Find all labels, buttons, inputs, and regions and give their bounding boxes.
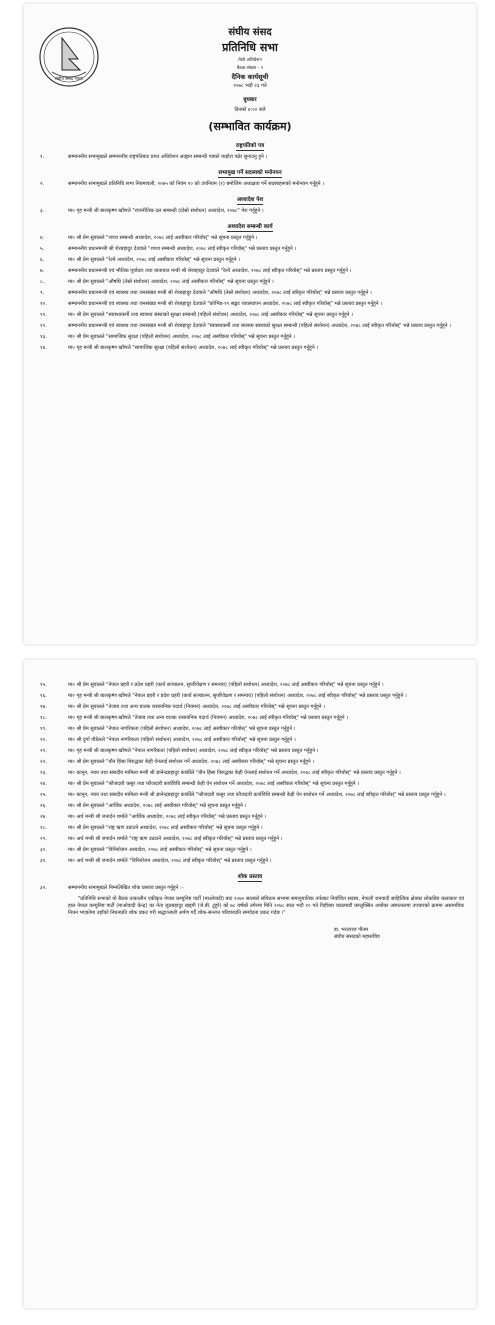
- section-items: [24, 208, 476, 215]
- section-heading: शोक प्रस्ताव: [237, 874, 263, 880]
- agenda-item: [34, 814, 464, 821]
- item-text: मा० श्री प्रेम सुवालले "राष्ट्र ऋण उठाउने अध्यादेश, २०७८ लाई अस्वीकार गरियोस्" भन्ने सूचना प्रस्तुत गर्नुहुने ।: [68, 825, 263, 831]
- item-number: ३०.: [40, 847, 47, 853]
- item-text: मा० गृह मन्त्री श्री बालकृष्ण खाँणले "सामाजिक सुरक्षा (पहिलो संशोधन) अध्यादेश, २०७८ लाई स्वीकृत गरियोस्" भन्ने प्रस्ताव प्रस्तुत गर्नुहुने ।: [68, 345, 319, 351]
- agenda-item: [34, 345, 464, 352]
- agenda-item: [34, 257, 464, 264]
- item-number: १३.: [40, 334, 47, 340]
- condolence-text: "प्रतिनिधि सभाको यो बैठक तत्कालीन एकीकृत नेपाल कम्युनिष्ट पार्टी (माओवादी) बाट २०७० सालको संविधान सभामा समानुपातिक तर्फबाट निर्वाचित सदस्य, नेपाली जनवादी साहित्यिक क्षेत्रका लोकप्रिय कलाकार एवं हाल नेपाल कम्युनिष्ट पार्टी (माओवादी केन्द्र) का नेता जुठबहादुर खड्गी (जे.बी. टुहुरे) को ७८ वर्षको उमेरमा मिति २०७८ साल भदौ १० गते विहीबार काठमाडौं कम्लुक्सित अचोंका अस्पतालमा उपचारको क्रममा असामयिक निधन भएकोमा उहाँको निधनप्रति शोक प्रकट गरी श्रद्धाञ्जली अर्पण गर्दै शोक-सन्तप्त परिवारप्रति समवेदना प्रकट गर्दछ ।": [68, 896, 464, 916]
- agenda-item: [34, 704, 464, 711]
- agenda-item: [34, 847, 464, 854]
- item-number: १५.: [40, 682, 47, 688]
- item-text: मा० श्री प्रेम सुवालले "यौन हिंसा विरुद्धका केही ऐनलाई संशोधन गर्ने अध्यादेश, २०७८ लाई अस्वीकार गरियोस्" भन्ने सूचना प्रस्तुत गर्नुहुने ।: [68, 759, 315, 765]
- item-number: ९.: [40, 290, 45, 296]
- item-text: मा० श्री प्रेम सुवालले "रेल्वे अध्यादेश, २०७८ लाई अस्वीकार गरियोस्" भन्ने सूचना प्रस्तुत गर्नुहुने ।: [68, 257, 240, 263]
- item-number: २८.: [40, 825, 47, 831]
- item-number: २०.: [40, 737, 47, 743]
- item-number: ६.: [40, 257, 45, 263]
- item-text: सम्माननीय सभामुखले सम्माननीय राष्ट्रपतिबाट प्राप्त अधिवेशन आह्वान सम्बन्धी पत्रको व्यहोरा पढेर सुनाउनु हुने ।: [68, 154, 268, 160]
- item-number: १८.: [40, 715, 47, 721]
- parliament-name: संघीय संसद: [228, 27, 272, 38]
- item-number: २४.: [40, 781, 47, 787]
- item-number: १.: [40, 154, 45, 160]
- item-text: मा० गृह मन्त्री श्री बालकृष्ण खाँणले "राजनीतिक दल सम्बन्धी (दोस्रो संशोधन) अध्यादेश, २०७८" पेश गर्नुहुने ।: [68, 208, 264, 214]
- section-heading: अध्यादेश सम्बन्धी कार्य: [227, 224, 273, 230]
- section-items: [24, 235, 476, 352]
- agenda-item: [34, 682, 464, 689]
- item-number: ११.: [40, 312, 47, 318]
- section-heading: अध्यादेश पेश: [236, 197, 264, 203]
- section-items: [24, 181, 476, 188]
- item-text: सम्माननीय प्रधानमन्त्री एवं भौतिक पूर्वाधार तथा यातायात मन्त्री श्री शेरबहादुर देउवाले "रेल्वे अध्यादेश, २०७८ लाई स्वीकृत गरियोस्" भन्ने प्रस्ताव प्रस्तुत गर्नुहुने ।: [68, 268, 352, 274]
- item-number: ३.: [40, 208, 45, 214]
- agenda-item: [34, 715, 464, 722]
- item-text: मा० श्री प्रेम सुवालले "तेजाब तथा अन्य घातक रासायनिक पदार्थ (नियमन) अध्यादेश, २०७८ लाई अस्वीकार गरियोस्" भन्ने सूचना प्रस्तुत गर्नुहुने ।: [68, 704, 326, 710]
- item-text: मा० श्री प्रेम सुवालले "फौजदारी कसुर तथा फौजदारी कार्यविधि सम्बन्धी केही ऐन संशोधन गर्ने अध्यादेश, २०७८ लाई अस्वीकार गरियोस्" भन्ने सूचना प्रस्तुत गर्नुहुने ।: [68, 781, 360, 787]
- item-number: ३२.: [40, 885, 47, 891]
- agenda-title: दैनिक कार्यसूची: [231, 73, 269, 81]
- section-heading: सभामुख गर्ने सदस्यको मनोनयन: [218, 170, 282, 176]
- agenda-item: [34, 334, 464, 341]
- agenda-item: [34, 792, 464, 799]
- item-number: २९.: [40, 836, 47, 842]
- item-text: मा० श्री प्रेम सुवालले "आर्थिक अध्यादेश, २०७८ लाई अस्वीकार गरियोस्" भन्ने सूचना प्रस्तुत गर्नुहुने ।: [68, 803, 247, 809]
- item-text: मा० गृह मन्त्री श्री बालकृष्ण खाँणले "नेपाल नागरिकता (पहिलो संशोधन) अध्यादेश, २०७८ लाई स्वीकृत गरियोस्" भन्ने प्रस्ताव प्रस्तुत गर्नुहुने ।: [68, 748, 319, 754]
- section-items: [24, 682, 476, 865]
- agenda-item: [34, 235, 464, 242]
- item-number: ७.: [40, 268, 45, 274]
- item-text: मा० श्री दुर्गा पौडेलले "नेपाल नागरिकता (पहिलो संशोधन) अध्यादेश, २०७८ लाई अस्वीकार गरियोस्" भन्ने सूचना प्रस्तुत गर्नुहुने ।: [68, 737, 296, 743]
- item-number: १२.: [40, 323, 47, 329]
- agenda-item: [34, 246, 464, 253]
- agenda-item: [34, 770, 464, 777]
- agenda-item: [34, 885, 464, 892]
- item-number: १०.: [40, 301, 47, 307]
- item-text: मा० गृह मन्त्री श्री बालकृष्ण खाँणले "नेपाल प्रहरी र प्रदेश प्रहरी (कार्य सञ्चालन, सुपरिवेक्षण र समन्वय) (पहिलो संशोधन) अध्यादेश, २०७८ लाई स्वीकृत गरियोस्" भन्ने प्रस्ताव प्रस्तुत गर्नुहुने ।: [68, 693, 407, 699]
- item-text: मा० श्री प्रेम सुवालले "नेपाल प्रहरी र प्रदेश प्रहरी (कार्य सञ्चालन, सुपरिवेक्षण र समन्वय) (पहिलो संशोधन) अध्यादेश, २०७८ लाई अस्वीकार गरियोस्" भन्ने सूचना प्रस्तुत गर्नुहुने ।: [68, 682, 384, 688]
- item-text: सम्माननीय सभामुखले निम्नलिखित शोक प्रस्ताव प्रस्तुत गर्नुहुने :-: [68, 885, 184, 891]
- item-number: १४.: [40, 345, 47, 351]
- item-text: मा० श्री प्रेम सुवालले "विनियोजन अध्यादेश, २०७८ लाई अस्वीकार गरियोस्" भन्ने सूचना प्रस्तुत गर्नुहुने ।: [68, 847, 252, 853]
- item-number: ८.: [40, 279, 45, 285]
- item-number: १६.: [40, 693, 47, 699]
- item-text: सम्माननीय प्रधानमन्त्री एवं स्वास्थ्य तथा जनसंख्या मन्त्री श्री शेरबहादुर देउवाले "कोभिड-१९ सङ्कट व्यवस्थापन अध्यादेश, २०७८ लाई स्वीकृत गरियोस्" भन्ने प्रस्ताव प्रस्तुत गर्नुहुने ।: [68, 301, 383, 307]
- item-number: २५.: [40, 792, 47, 798]
- item-number: ५.: [40, 246, 45, 252]
- agenda-item: [34, 268, 464, 275]
- item-text: मा० श्री प्रेम सुवालले "नेपाल नागरिकता (पहिलो संशोधन) अध्यादेश, २०७८ लाई अस्वीकार गरियोस्" भन्ने सूचना प्रस्तुत गर्नुहुने ।: [68, 726, 296, 732]
- agenda-item: [34, 208, 464, 215]
- agenda-date: २०७८ भदौ २३ गते: [233, 83, 267, 89]
- item-text: मा० श्री प्रेम सुवालले "औषधि (तेस्रो संशोधन) अध्यादेश, २०७८ लाई अस्वीकार गरियोस्" भन्ने सूचना प्रस्तुत गर्नुहुने ।: [68, 279, 274, 285]
- agenda-page-2: [24, 660, 476, 1308]
- agenda-weekday: बुधबार: [243, 97, 257, 103]
- section-items: [24, 154, 476, 161]
- item-number: १९.: [40, 726, 47, 732]
- agenda-item: [34, 693, 464, 700]
- agenda-item: [34, 726, 464, 733]
- item-text: मा० गृह मन्त्री श्री बालकृष्ण खाँणले "तेजाब तथा अन्य घातक रासायनिक पदार्थ (नियमन) अध्यादेश, २०७८ लाई स्वीकृत गरियोस्" भन्ने प्रस्ताव प्रस्तुत गर्नुहुने ।: [68, 715, 349, 721]
- item-number: २७.: [40, 814, 47, 820]
- session-label: तेस्रो अधिवेशन: [238, 58, 262, 63]
- item-number: २१.: [40, 748, 47, 754]
- item-text: मा० अर्थ मन्त्री श्री जनार्दन शर्माले "आर्थिक अध्यादेश, २०७८ लाई स्वीकृत गरियोस्" भन्ने प्रस्ताव प्रस्तुत गर्नुहुने ।: [68, 814, 267, 820]
- agenda-time: दिनको ४:०० बजे: [234, 107, 266, 113]
- item-number: ४.: [40, 235, 45, 241]
- item-text: सम्माननीय प्रधानमन्त्री एवं स्वास्थ्य तथा जनसंख्या मन्त्री श्री शेरबहादुर देउवाले "स्वास्थ्यकर्मी तथा स्वास्थ्य संस्थाको सुरक्षा सम्बन्धी (पहिलो संशोधन) अध्यादेश, २०७८ लाई स्वीकृत गरियोस्" भन्ने प्रस्ताव प्रस्तुत गर्नुहुने ।: [68, 323, 451, 329]
- agenda-item: [34, 803, 464, 810]
- agenda-item: [34, 759, 464, 766]
- item-text: मा० कानून, न्याय तथा संसदीय मामिला मन्त्री श्री ज्ञानेन्द्रबहादुर कार्कीले "फौजदारी कसुर तथा फौजदारी कार्यविधि सम्बन्धी केही ऐन संशोधन गर्ने अध्यादेश, २०७८ लाई स्वीकृत गरियोस्" भन्ने प्रस्ताव प्रस्तुत गर्नुहुने ।: [68, 792, 446, 798]
- emblem-text: संघीय संसद नेपाल: [55, 76, 83, 81]
- program-heading: (सम्भावित कार्यक्रम): [208, 120, 292, 133]
- section-heading: राष्ट्रपतिको पत्र: [235, 143, 265, 149]
- agenda-page-1: [24, 4, 476, 644]
- section-items: [24, 885, 476, 892]
- item-number: २३.: [40, 770, 47, 776]
- item-text: सम्माननीय प्रधानमन्त्री एवं स्वास्थ्य तथा जनसंख्या मन्त्री श्री शेरबहादुर देउवाले "औषधि (तेस्रो संशोधन) अध्यादेश, २०७८ लाई स्वीकृत गरियोस्" भन्ने प्रस्ताव प्रस्तुत गर्नुहुने ।: [68, 290, 372, 296]
- item-number: २.: [40, 181, 45, 187]
- item-text: मा० श्री प्रेम सुवालले "शपथ सम्बन्धी अध्यादेश, २०७८ लाई अस्वीकार गरियोस्" भन्ने सूचना प्रस्तुत गर्नुहुने ।: [68, 235, 258, 241]
- agenda-header: [24, 24, 476, 134]
- agenda-item: [34, 825, 464, 832]
- signature-block: [24, 927, 454, 941]
- agenda-item: [34, 301, 464, 308]
- item-number: २२.: [40, 759, 47, 765]
- agenda-item: [34, 279, 464, 286]
- item-number: २६.: [40, 803, 47, 809]
- agenda-item: [34, 737, 464, 744]
- agenda-item: [34, 290, 464, 297]
- item-text: सम्माननीय प्रधानमन्त्री श्री शेरबहादुर देउवाले "शपथ सम्बन्धी अध्यादेश, २०७८ लाई स्वीकृत गरियोस्" भन्ने प्रस्ताव प्रस्तुत गर्नुहुने ।: [68, 246, 297, 252]
- item-text: मा० अर्थ मन्त्री श्री जनार्दन शर्माले "विनियोजन अध्यादेश, २०७८ लाई स्वीकृत गरियोस्" भन्ने प्रस्ताव प्रस्तुत गर्नुहुने ।: [68, 858, 272, 864]
- agenda-item: [34, 323, 464, 330]
- agenda-item: [34, 312, 464, 319]
- signatory-name: डा. भरतराज गौतम: [334, 927, 369, 933]
- signatory-title: संघीय संसदको महासचिव: [334, 934, 380, 940]
- item-number: १७.: [40, 704, 47, 710]
- item-text: मा० कानून, न्याय तथा संसदीय मामिला मन्त्री श्री ज्ञानेन्द्रबहादुर कार्कीले "यौन हिंसा विरुद्धका केही ऐनलाई संशोधन गर्ने अध्यादेश, २०७८ लाई स्वीकृत गरियोस्" भन्ने प्रस्ताव प्रस्तुत गर्नुहुने ।: [68, 770, 401, 776]
- house-name: प्रतिनिधि सभा: [222, 41, 278, 54]
- meeting-number: बैठक संख्या - १: [236, 66, 264, 71]
- item-text: मा० श्री प्रेम सुवालले "स्वास्थ्यकर्मी तथा स्वास्थ्य संस्थाको सुरक्षा सम्बन्धी (पहिलो संशोधन) अध्यादेश, २०७८ लाई अस्वीकार गरियोस्" भन्ने सूचना प्रस्तुत गर्नुहुने ।: [68, 312, 353, 318]
- agenda-item: [34, 836, 464, 843]
- item-number: ३१.: [40, 858, 47, 864]
- agenda-item: [34, 154, 464, 161]
- agenda-item: [34, 858, 464, 865]
- agenda-item: [34, 781, 464, 788]
- item-text: सम्माननीय सभामुखले प्रतिनिधि सभा नियमावली, २०७५ को नियम १० को उपनियम (१) बमोजिम अध्यक्षता गर्ने सदस्यहरूको मनोनयन गर्नुहुने ।: [68, 181, 325, 187]
- item-text: मा० अर्थ मन्त्री श्री जनार्दन शर्माले "राष्ट्र ऋण उठाउने अध्यादेश, २०७८ लाई स्वीकृत गरियोस्" भन्ने प्रस्ताव प्रस्तुत गर्नुहुने ।: [68, 836, 283, 842]
- agenda-item: [34, 748, 464, 755]
- agenda-item: [34, 181, 464, 188]
- item-text: मा० श्री प्रेम सुवालले "सामाजिक सुरक्षा (पहिलो संशोधन) अध्यादेश, २०७८ लाई अस्वीकार गरियोस्" भन्ने सूचना प्रस्तुत गर्नुहुने ।: [68, 334, 296, 340]
